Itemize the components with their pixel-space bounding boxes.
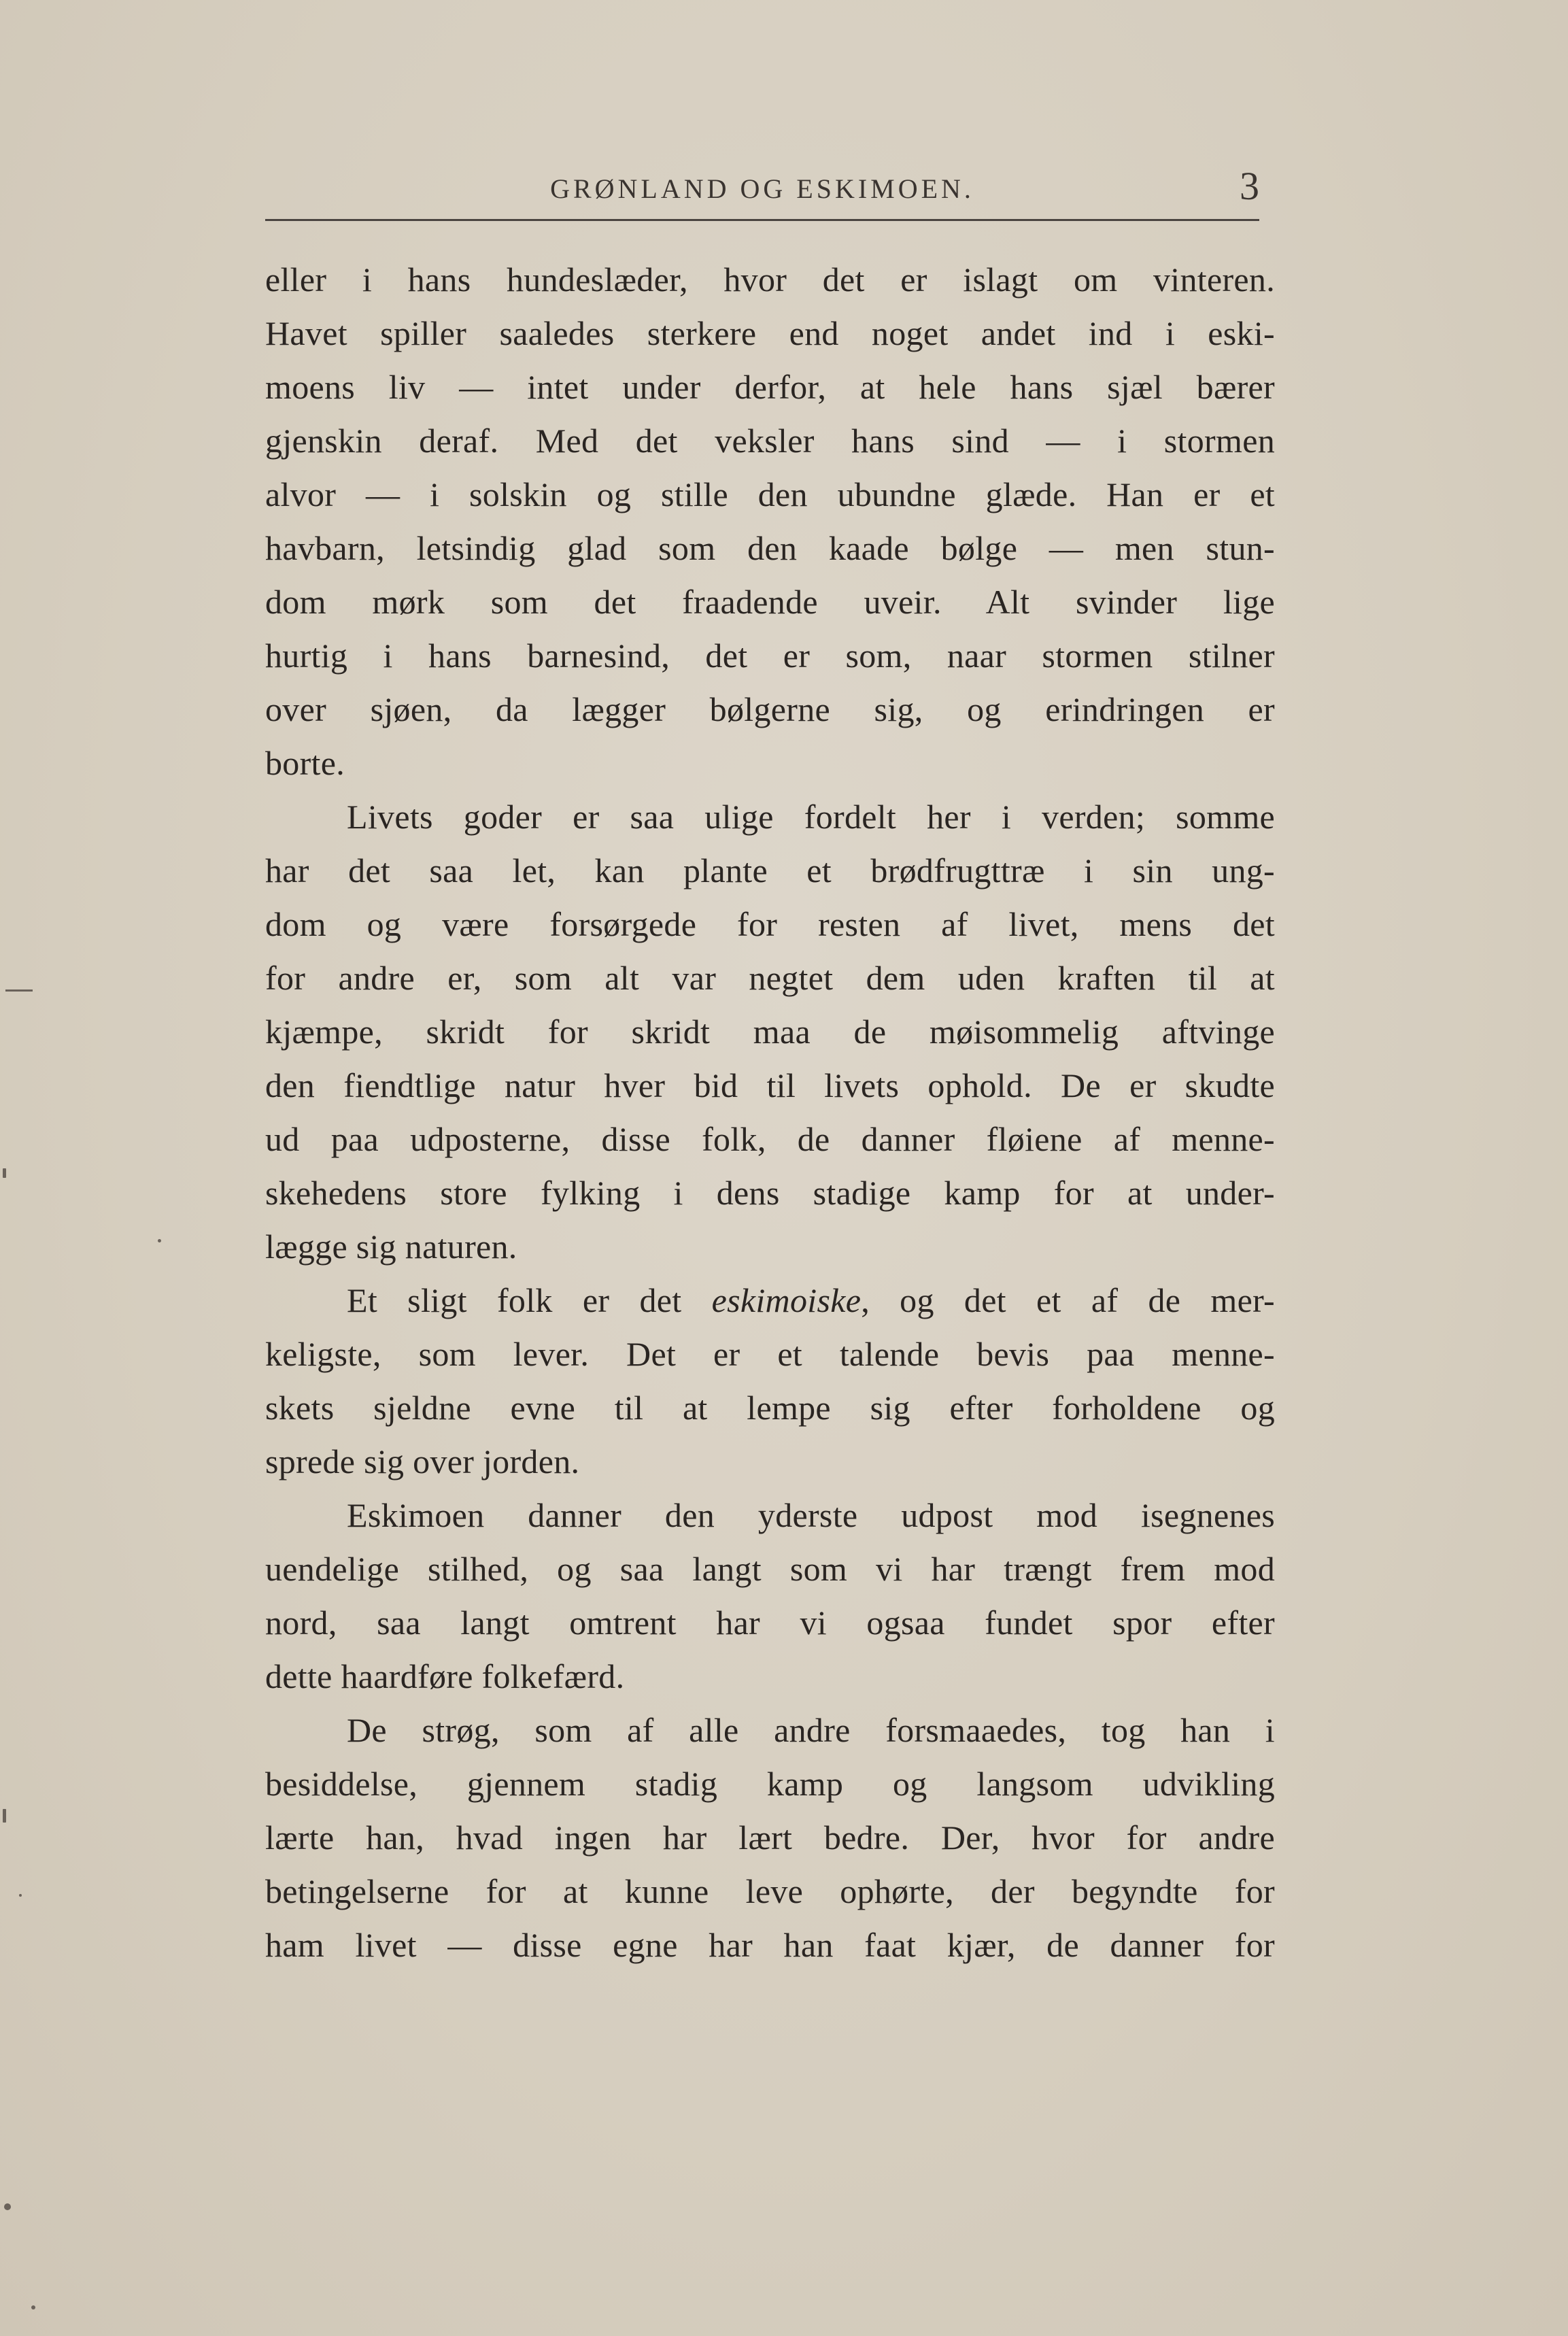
text-line-with-emphasis — [265, 1274, 1275, 1327]
text-line: Livets goder er saa ulige fordelt her i verden; somme — [347, 798, 1275, 836]
text-line: har det saa let, kan plante et brødfrugttræ i sin ung- — [265, 851, 1275, 890]
margin-mark — [3, 1809, 6, 1823]
margin-mark — [4, 2203, 11, 2210]
running-header — [265, 163, 1259, 218]
text-line: uendelige stilhed, og saa langt som vi har trængt frem mod — [265, 1550, 1275, 1588]
text-line: ud paa udposterne, disse folk, de danner fløiene af menne- — [265, 1120, 1275, 1158]
text-line: De strøg, som af alle andre forsmaaedes, tog han i — [347, 1711, 1275, 1749]
text-line: borte. — [265, 744, 345, 782]
text-line: eller i hans hundeslæder, hvor det er islagt om vinteren. — [265, 260, 1275, 299]
text-line: nord, saa langt omtrent har vi ogsaa fundet spor efter — [265, 1604, 1275, 1642]
margin-mark — [19, 1894, 22, 1897]
text-line: hurtig i hans barnesind, det er som, naar stormen stilner — [265, 637, 1275, 675]
text-line: kjæmpe, skridt for skridt maa de møisommelig aftvinge — [265, 1013, 1275, 1051]
text-line: dom og være forsørgede for resten af livet, mens det — [265, 905, 1275, 943]
text-line: besiddelse, gjennem stadig kamp og langsom udvikling — [265, 1765, 1275, 1803]
text-line: Havet spiller saaledes sterkere end noget andet ind i eski- — [265, 314, 1275, 352]
text-line: lærte han, hvad ingen har lært bedre. Der, hvor for andre — [265, 1818, 1275, 1857]
text-line: lægge sig naturen. — [265, 1228, 517, 1266]
body-text — [265, 253, 1275, 1972]
margin-mark — [158, 1239, 161, 1242]
text-line: skehedens store fylking i dens stadige kamp for at under- — [265, 1174, 1275, 1212]
text-line: moens liv — intet under derfor, at hele hans sjæl bærer — [265, 368, 1275, 406]
text-line: gjenskin deraf. Med det veksler hans sind — i stormen — [265, 422, 1275, 460]
text-line: ham livet — disse egne har han faat kjær, de danner for — [265, 1926, 1275, 1964]
page-number: 3 — [1240, 164, 1259, 208]
text-line: skets sjeldne evne til at lempe sig efter forholdene og — [265, 1389, 1275, 1427]
text-segment: , og det et af de mer- — [861, 1281, 1275, 1319]
text-line: betingelserne for at kunne leve ophørte, der begyndte for — [265, 1872, 1275, 1910]
margin-mark — [31, 2305, 35, 2309]
text-line: dom mørk som det fraadende uveir. Alt svinder lige — [265, 583, 1275, 621]
text-line: alvor — i solskin og stille den ubundne glæde. Han er et — [265, 475, 1275, 513]
text-line: dette haardføre folkefærd. — [265, 1657, 625, 1695]
header-rule — [265, 219, 1259, 221]
text-segment: Et sligt folk er det — [347, 1281, 682, 1319]
running-title: GRØNLAND OG ESKIMOEN. — [550, 173, 974, 204]
text-line: for andre er, som alt var negtet dem uden kraften til at — [265, 959, 1275, 997]
text-line: keligste, som lever. Det er et talende bevis paa menne- — [265, 1335, 1275, 1373]
text-line: over sjøen, da lægger bølgerne sig, og erindringen er — [265, 690, 1275, 728]
text-line: den fiendtlige natur hver bid til livets ophold. De er skudte — [265, 1066, 1275, 1104]
margin-mark — [5, 989, 33, 992]
text-line: havbarn, letsindig glad som den kaade bølge — men stun- — [265, 529, 1275, 567]
text-line: sprede sig over jorden. — [265, 1442, 580, 1480]
text-line: Eskimoen danner den yderste udpost mod isegnenes — [347, 1496, 1275, 1534]
emphasized-word: eskimoiske — [711, 1281, 862, 1319]
margin-mark — [3, 1168, 6, 1178]
